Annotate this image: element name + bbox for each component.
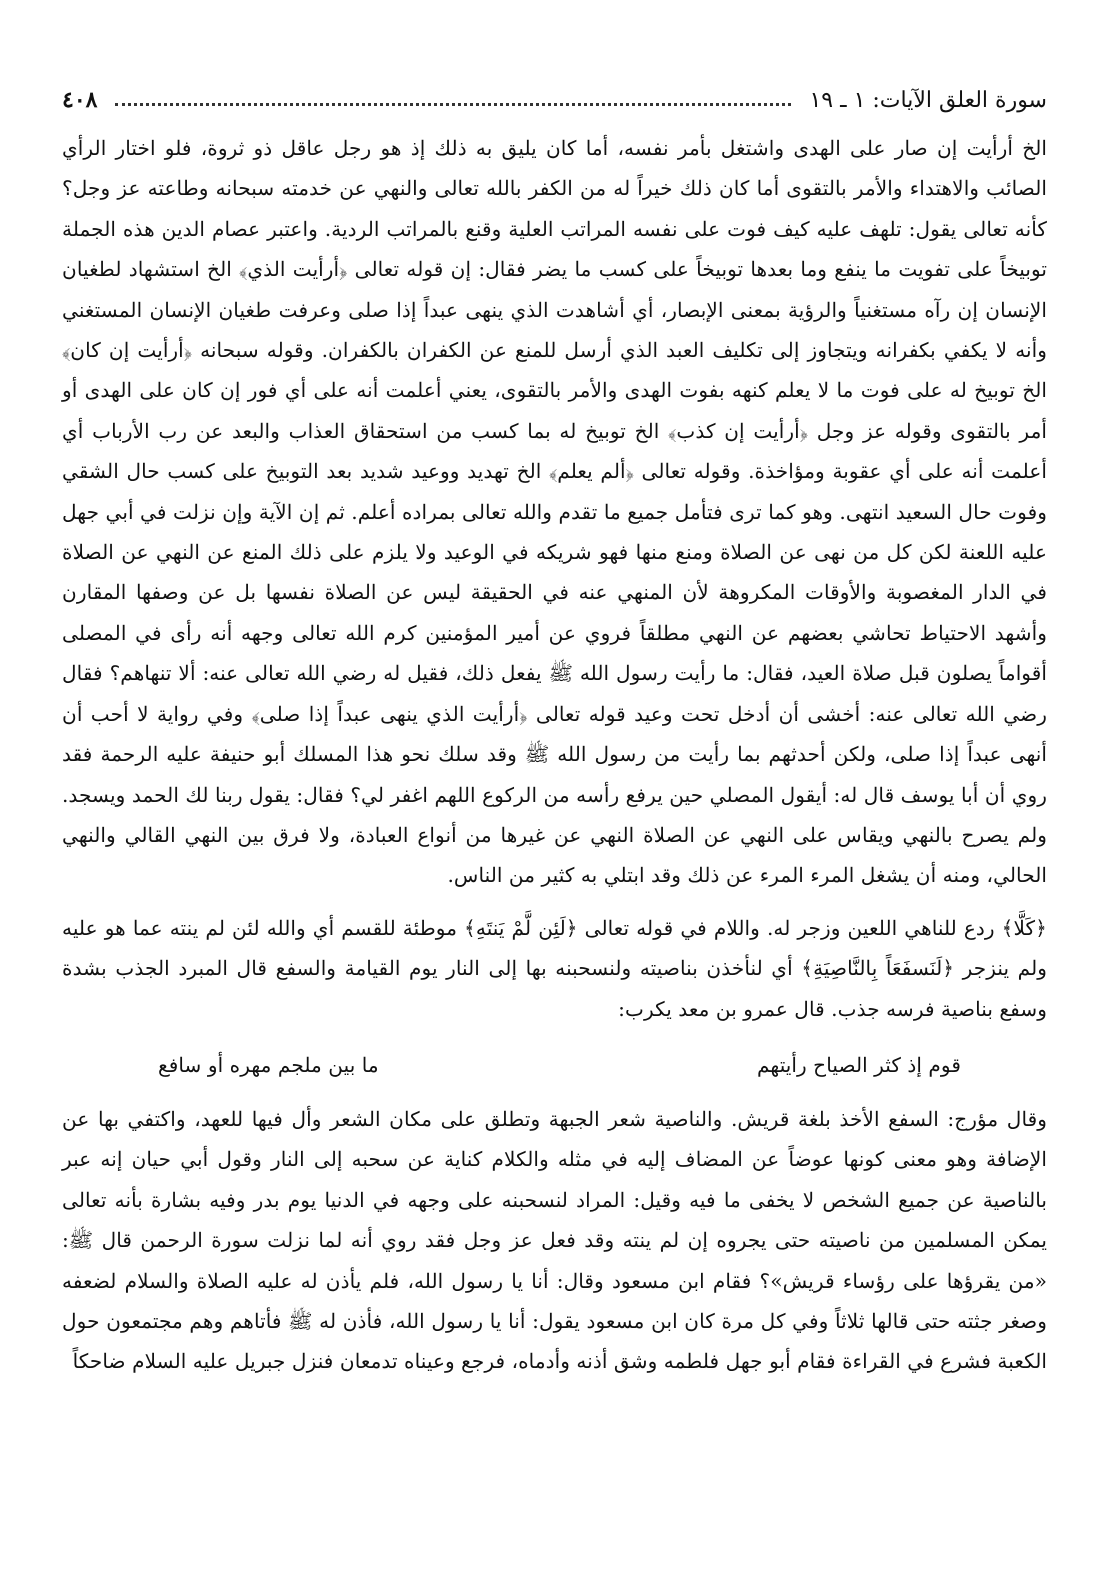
verse-second-half: ما بين ملجم مهره أو سافع <box>158 1052 379 1077</box>
page-number: ٤٠٨ <box>62 87 98 113</box>
paragraph-2: ﴿كَلَّا﴾ ردع للناهي اللعين وزجر له. واللام في قوله تعالى ﴿لَئِن لَّمْ يَنتَهِ﴾ موطئة للقسم أي والله لئن لم ينته عما هو عليه ولم ينزجر ﴿لَنَسفَعَاً بِالنَّاصِيَةِ﴾ أي لنأخذن بناصيته ولنسحبنه بها إلى النار يوم القيامة والسفع قال المبرد الجذب بشدة وسفع بناصية فرسه جذب. قال عمرو بن معد يكرب: <box>62 915 1047 1021</box>
header-dotted-leader <box>115 103 791 106</box>
verse-first-half: قوم إذ كثر الصياح رأيتهم <box>756 1052 961 1077</box>
sura-title: سورة العلق الآيات: ١ ـ ١٩ <box>809 87 1047 113</box>
page-body <box>62 128 1047 1382</box>
poetry-verse <box>158 1045 961 1085</box>
paragraph-1: الخ أرأيت إن صار على الهدى واشتغل بأمر نفسه، أما كان يليق به ذلك إذ هو رجل عاقل ذو ثروة، فلو اختار الرأي الصائب والاهتداء والأمر بالتقوى أما كان ذلك خيراً له من الكفر بالله تعالى والنهي عن خدمته سبحانه وطاعته عز وجل؟ كأنه تعالى يقول: تلهف عليه كيف فوت على نفسه المراتب العلية وقنع بالمراتب الردية. واعتبر عصام الدين هذه الجملة توبيخاً على تفويت ما ينفع وما بعدها توبيخاً على كسب ما يضر فقال: إن قوله تعالى ﴿أرأيت الذي﴾ الخ استشهاد لطغيان الإنسان إن رآه مستغنياً والرؤية بمعنى الإبصار، أي أشاهدت الذي ينهى عبداً إذا صلى وعرفت طغيان الإنسان المستغني وأنه لا يكفي بكفرانه ويتجاوز إلى تكليف العبد الذي أرسل للمنع عن الكفران بالكفران. وقوله سبحانه ﴿أرأيت إن كان﴾ الخ توبيخ له على فوت ما لا يعلم كنهه بفوت الهدى والأمر بالتقوى، يعني أعلمت أنه على أي فور إن كان على الهدى أو أمر بالتقوى وقوله عز وجل ﴿أرأيت إن كذب﴾ الخ توبيخ له بما كسب من استحقاق العذاب والبعد عن رب الأرباب أي أعلمت أنه على أي عقوبة ومؤاخذة. وقوله تعالى ﴿ألم يعلم﴾ الخ تهديد ووعيد شديد بعد التوبيخ على كسب حال الشقي وفوت حال السعيد انتهى. وهو كما ترى فتأمل جميع ما تقدم والله تعالى بمراده أعلم. ثم إن الآية وإن نزلت في أبي جهل عليه اللعنة لكن كل من نهى عن الصلاة ومنع منها فهو شريكه في الوعيد ولا يلزم على ذلك المنع عن النهي عن الصلاة في الدار المغصوبة والأوقات المكروهة لأن المنهي عنه في الحقيقة ليس عن الصلاة نفسها بل عن وصفها المقارن وأشهد الاحتياط تحاشي بعضهم عن النهي مطلقاً فروي عن أمير المؤمنين كرم الله تعالى وجهه أنه رأى في المصلى أقواماً يصلون قبل صلاة العيد، فقال: ما رأيت رسول الله ﷺ يفعل ذلك، فقيل له رضي الله تعالى عنه: ألا تنهاهم؟ فقال رضي الله تعالى عنه: أخشى أن أدخل تحت وعيد قوله تعالى ﴿أرأيت الذي ينهى عبداً إذا صلى﴾ وفي رواية لا أحب أن أنهى عبداً إذا صلى، ولكن أحدثهم بما رأيت من رسول الله ﷺ وقد سلك نحو هذا المسلك أبو حنيفة عليه الرحمة فقد روي أن أبا يوسف قال له: أيقول المصلي حين يرفع رأسه من الركوع اللهم اغفر لي؟ فقال: يقول ربنا لك الحمد ويسجد. ولم يصرح بالنهي ويقاس على النهي عن الصلاة النهي عن غيرها من أنواع العبادة، ولا فرق بين النهي القالي والنهي الحالي، ومنه أن يشغل المرء المرء عن ذلك وقد ابتلي به كثير من الناس. <box>62 136 1047 888</box>
paragraph-3: وقال مؤرج: السفع الأخذ بلغة قريش. والناصية شعر الجبهة وتطلق على مكان الشعر وأل فيها للعهد، واكتفي بها عن الإضافة وهو معنى كونها عوضاً عن المضاف إليه في مثله والكلام كناية عن سحبه إلى النار وقول أبي حيان إنه عبر بالناصية عن جميع الشخص لا يخفى ما فيه وقيل: المراد لنسحبنه على وجهه في الدنيا يوم بدر وفيه بشارة بأنه تعالى يمكن المسلمين من ناصيته حتى يجروه إن لم ينته وقد فعل عز وجل فقد روي أنه لما نزلت سورة الرحمن قال ﷺ: «من يقرؤها على رؤساء قريش»؟ فقام ابن مسعود وقال: أنا يا رسول الله، فلم يأذن له عليه الصلاة والسلام لضعفه وصغر جثته حتى قالها ثلاثاً وفي كل مرة كان ابن مسعود يقول: أنا يا رسول الله، فأذن له ﷺ فأتاهم وهم مجتمعون حول الكعبة فشرع في القراءة فقام أبو جهل فلطمه وشق أذنه وأدماه، فرجع وعيناه تدمعان فنزل جبريل عليه السلام ضاحكاً <box>62 1106 1047 1374</box>
page-header <box>62 80 1047 120</box>
